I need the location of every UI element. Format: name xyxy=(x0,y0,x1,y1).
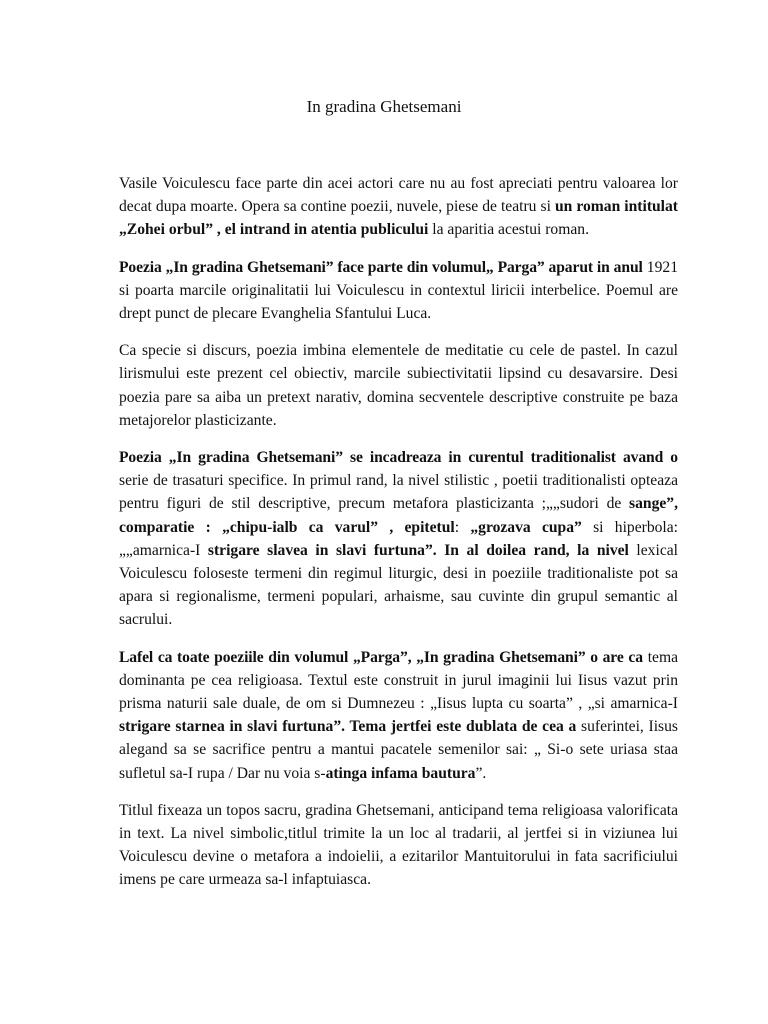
paragraph-5-segment-3: strigare starnea in slavi furtuna”. Tema jertfei este dublata de cea a xyxy=(119,718,577,736)
paragraph-4-segment-5: „grozava cupa” xyxy=(470,518,582,536)
paragraph-5-segment-2: tema dominanta pe cea religioasa. Textul este construit in jurul imaginii lui Iisus vazut prin prisma naturii sale duale, de om si Dumnezeu : „Iisus lupta cu soarta” , „si amarnica-I xyxy=(119,648,678,713)
document-body xyxy=(119,172,678,906)
paragraph-4-segment-6: si hiperbola:„„amarnica-I xyxy=(119,518,678,559)
paragraph-4-segment-8: lexical Voiculescu foloseste termeni din regimul liturgic, desi in poeziile traditionaliste pot sa apara si regionalisme, termeni populari, arhaisme, sau cuvinte din grupul semantic al sacrului. xyxy=(119,541,678,629)
paragraph-6-segment-1: Titlul fixeaza un topos sacru, gradina Ghetsemani, anticipand tema religioasa valorificata in text. La nivel simbolic,titlul trimite la un loc al tradarii, al jertfei si in viziunea lui Voiculescu devine o metafora a indoielii, a ezitarilor Mantuitorului in fata sacrificiului imens pe care urmeaza sa-l infaptuiasca. xyxy=(119,801,678,889)
paragraph-5-segment-1: Lafel ca toate poeziile din volumul „Parga”, „In gradina Ghetsemani” o are ca xyxy=(119,648,643,666)
paragraph-5-segment-4: suferintei, Iisus alegand sa se sacrifice pentru a mantui pacatele semenilor sai: „ Si-o sete uriasa staa sufletul sa-I rupa / Dar nu voia s- xyxy=(119,718,678,782)
paragraph-4-segment-2: serie de trasaturi specifice. In primul rand, la nivel stilistic , poetii traditionalisti opteaza pentru figuri de stil descriptive, precum metafora plasticizanta ;„„sudori de xyxy=(119,472,678,513)
paragraph-1 xyxy=(119,172,678,242)
paragraph-5 xyxy=(119,646,678,785)
paragraph-4-segment-1: Poezia „In gradina Ghetsemani” se incadreaza in curentul traditionalist avand o xyxy=(119,449,678,467)
paragraph-6 xyxy=(119,799,678,892)
paragraph-4-segment-7: strigare slavea in slavi furtuna”. In al doilea rand, la nivel xyxy=(207,541,629,559)
paragraph-4-segment-4: : xyxy=(454,518,471,536)
paragraph-1-segment-2: un roman intitulat „Zohei orbul” , el intrand in atentia publicului xyxy=(119,198,679,239)
paragraph-1-segment-3: la aparitia acestui roman. xyxy=(428,221,589,239)
paragraph-5-segment-5: atinga infama bautura xyxy=(325,764,476,782)
paragraph-1-segment-1: Vasile Voiculescu face parte din acei actori care nu au fost apreciati pentru valoarea lor decat dupa moarte. Opera sa contine poezii, nuvele, piese de teatru si xyxy=(119,175,678,216)
paragraph-2-segment-2: 1921 si poarta marcile originalitatii lui Voiculescu in contextul liricii interbelice. Poemul are drept punct de plecare Evanghelia Sfantului Luca. xyxy=(119,258,678,323)
document-title: In gradina Ghetsemani xyxy=(306,97,462,116)
paragraph-4 xyxy=(119,446,678,632)
paragraph-2 xyxy=(119,256,678,326)
paragraph-5-segment-6: ”. xyxy=(475,764,487,782)
paragraph-3-segment-1: Ca specie si discurs, poezia imbina elementele de meditatie cu cele de pastel. In cazul lirismului este prezent cel obiectiv, marcile subiectivitatii lipsind cu desavarsire. Desi poezia pare sa aiba un pretext narativ, domina secventele descriptive construite pe baza metajorelor plasticizante. xyxy=(119,342,678,429)
paragraph-2-segment-1: Poezia „In gradina Ghetsemani” face parte din volumul„ Parga” aparut in anul xyxy=(119,258,643,276)
paragraph-3 xyxy=(119,339,678,432)
paragraph-4-segment-3: sange”, comparatie : „chipu-ialb ca varul” , epitetul xyxy=(119,495,678,536)
